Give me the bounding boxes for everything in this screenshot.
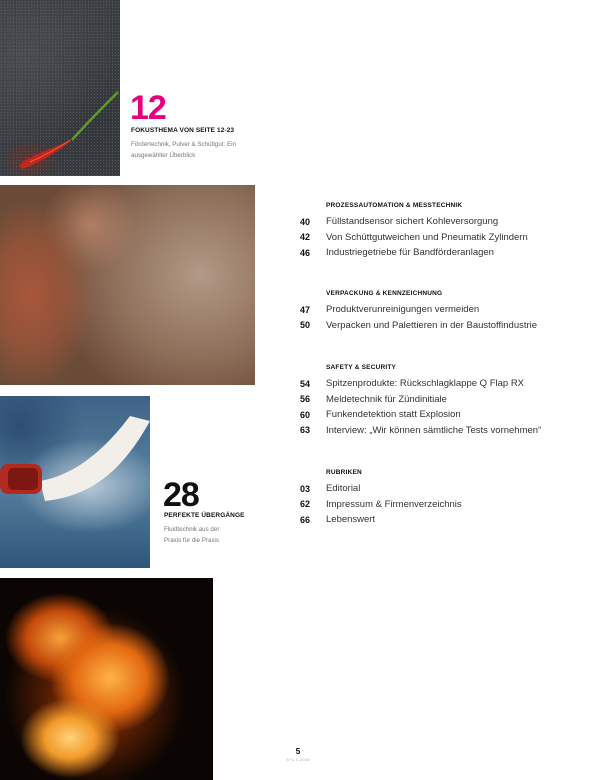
explosion-photo [0, 578, 213, 780]
toc-entry[interactable] [300, 481, 580, 497]
toc-text: Interview: „Wir können sämtliche Tests vornehmen“ [326, 424, 542, 436]
toc-page: 46 [300, 247, 311, 258]
toc-text: Lebenswert [326, 514, 376, 526]
toc-text: Impressum & Firmenverzeichnis [326, 498, 462, 510]
feature-tag: PERFEKTE ÜBERGÄNGE [164, 512, 245, 519]
toc-text: Meldetechnik für Zündinitiale [326, 393, 447, 405]
feature-subtitle-line: Fluidtechnik aus der [164, 526, 220, 533]
toc-entry[interactable] [300, 423, 580, 439]
toc-text: Spitzenprodukte: Rückschlagklappe Q Flap RX [326, 378, 525, 390]
section-title: RUBRIKEN [326, 469, 362, 476]
toc-entry[interactable] [300, 245, 580, 261]
toc-page: 40 [300, 216, 311, 227]
feature-subtitle-line: Praxis für die Praxis [164, 537, 220, 544]
toc-text: Funkendetektion statt Explosion [326, 409, 461, 421]
toc-entry[interactable] [300, 318, 580, 334]
feature-page-number[interactable]: 12 [130, 89, 166, 127]
feature-subtitle-line: Fördertechnik, Pulver & Schüttgut: Ein [131, 141, 236, 148]
toc-page: 50 [300, 320, 311, 331]
toc-page: 56 [300, 394, 311, 405]
toc-section-prozessautomation [300, 202, 580, 261]
toc-entry[interactable] [300, 230, 580, 246]
toc-entry[interactable] [300, 512, 580, 528]
toc-page: 42 [300, 232, 311, 243]
toc-entry[interactable] [300, 214, 580, 230]
toc-page: 47 [300, 304, 311, 315]
dust-cloud-photo [0, 185, 255, 385]
toc-text: Produktverunreinigungen vermeiden [326, 304, 480, 316]
toc-entry[interactable] [300, 302, 580, 318]
section-title: VERPACKUNG & KENNZEICHNUNG [326, 290, 443, 297]
toc-page: 66 [300, 514, 311, 525]
toc-text: Von Schüttgutweichen und Pneumatik Zylindern [326, 231, 528, 243]
toc-text: Industriegetriebe für Bandförderanlagen [326, 247, 494, 259]
publication-name: S+L 1-2018 [286, 757, 310, 762]
toc-entry[interactable] [300, 407, 580, 423]
section-title: PROZESSAUTOMATION & MESSTECHNIK [326, 202, 463, 209]
toc-section-verpackung [300, 290, 580, 333]
page-number: 5 [295, 746, 301, 756]
toc-page: 60 [300, 409, 311, 420]
toc-entry[interactable] [300, 376, 580, 392]
toc-entry[interactable] [300, 497, 580, 513]
toc-page: 54 [300, 378, 311, 389]
toc-text: Füllstandsensor sichert Kohleversorgung [326, 216, 499, 228]
feature-page-number[interactable]: 28 [163, 476, 199, 514]
arm-with-spray-photo [0, 396, 150, 568]
toc-section-rubriken [300, 469, 580, 528]
chili-on-asphalt-photo [0, 0, 120, 176]
toc-page: 62 [300, 499, 311, 510]
toc-page: 63 [300, 425, 311, 436]
toc-text: Editorial [326, 483, 361, 495]
feature-tag: FOKUSTHEMA VON SEITE 12-23 [131, 127, 235, 134]
toc-page: 03 [300, 483, 311, 494]
toc-entry[interactable] [300, 392, 580, 408]
section-title: SAFETY & SECURITY [326, 364, 397, 371]
toc-text: Verpacken und Palettieren in der Baustoffindustrie [326, 319, 538, 331]
toc-section-safety [300, 364, 580, 438]
feature-subtitle-line: ausgewählter Überblick [131, 152, 196, 159]
